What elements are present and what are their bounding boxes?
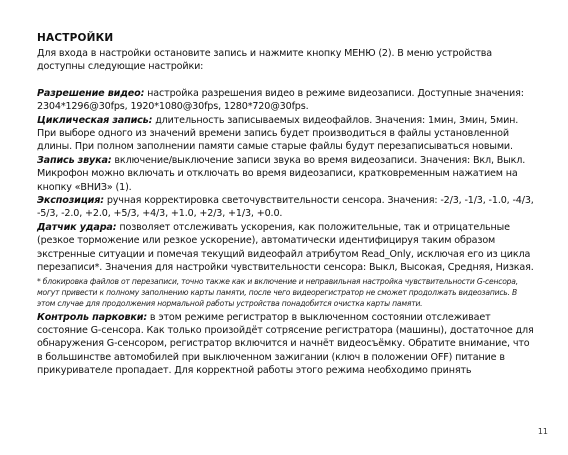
footnote: * блокировка файлов от перезаписи, точно также как и включение и неправильная настройка чувствительности G-сенсора, могут привести к полному заполнению карты памяти, после чего видеорегистратор не сможет продолжать видеозапись. В этом случае для продолжения нормальной работы устройства понадобится очистка карты памяти. [37,276,518,308]
gsensor-setting [37,221,537,275]
exposure-term: Экспозиция: [37,195,104,207]
parking-monitor-setting [37,311,537,378]
paragraph-gap [37,74,537,87]
exposure-text: ручная корректировка светочувствительности сенсора. Значения: -2/3, -1/3, -1.0, -4/3, -5/3, -2.0, +2.0, +5/3, +4/3, +1.0, +2/3, +1/3, +0.0. [37,195,534,220]
parking-monitor-term: Контроль парковки: [37,311,148,323]
loop-recording-text: длительность записываемых видеофайлов. Значения: 1мин, 3мин, 5мин. При выборе одного из значений времени запись будет производиться в файлы установленной длины. При полном заполнении памяти самые старые файлы будут перезаписываться новыми. [37,114,519,153]
gsensor-term: Датчик удара: [37,221,117,233]
page-number: 11 [537,427,548,436]
resolution-text: настройка разрешения видео в режиме видеозаписи. Доступные значения: 2304*1296@30fps, 1920*1080@30fps, 1280*720@30fps. [37,87,524,113]
section-heading: НАСТРОЙКИ [37,32,114,44]
parking-monitor-text: в этом режиме регистратор в выключенном состоянии отслеживает состояние G-сенсора. Как только произойдёт сотрясение регистратора (машины), достаточное для обнаружения G-сенсором, регистратор включится и начнёт видеосъёмку. Обратите внимание, что в большинстве автомобилей при выключенном зажигании (ключ в положении OFF) питание в прикуривателе пропадает. Для корректной работы этого режима необходимо принять [37,311,534,377]
loop-recording-term: Циклическая запись: [37,114,153,126]
gsensor-text: позволяет отслеживать ускорения, как положительные, так и отрицательные (резкое торможение или резкое ускорение), автоматически идентифицируя таким образом экстренные ситуации и помечая текущий видеофайл атрибутом Read_Only, исключая его из цикла перезаписи*. Значения для настройки чувствительности сенсора: Выкл, Высокая, Средняя, Низкая. [37,221,534,274]
sound-recording-term: Запись звука: [37,154,112,166]
intro-paragraph: Для входа в настройки остановите запись и нажмите кнопку МЕНЮ (2). В меню устройства доступны следующие настройки: [37,48,493,73]
sound-recording-text: включение/выключение записи звука во время видеозаписи. Значения: Вкл, Выкл. Микрофон можно включать и отключать во время видеозаписи, кратковременным нажатием на кнопку «ВНИЗ» (1). [37,154,526,193]
exposure-setting [37,194,537,221]
loop-recording-setting [37,114,537,154]
resolution-term: Разрешение видео: [37,87,145,99]
sound-recording-setting [37,154,537,194]
manual-page [37,31,537,378]
resolution-setting [37,87,537,114]
